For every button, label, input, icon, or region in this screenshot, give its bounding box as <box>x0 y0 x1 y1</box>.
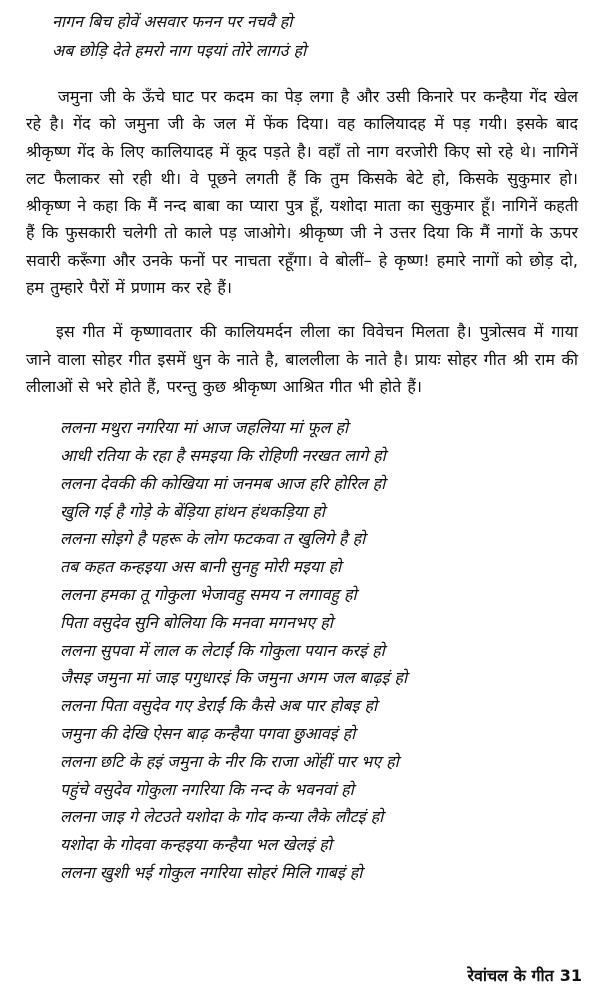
song-line: यशोदा के गोदवा कन्हइया कन्हैया भल खेलइं हो <box>60 835 332 855</box>
song-line: आधी रतिया के रहा है समइया कि रोहिणी नरखत लागे हो <box>60 446 386 466</box>
verse-line: अब छोड़ि देते हमरो नाग पइयां तोरे लागउं हो <box>52 40 307 60</box>
top-verse <box>26 8 578 65</box>
song-line: तब कहत कन्हइया अस बानी सुनहु मोरी मइया हो <box>60 557 342 577</box>
page-footer <box>467 964 582 986</box>
verse-line: नागन बिच होवें असवार फनन पर नचवै हो <box>52 12 293 31</box>
song-line: ललना छटि के हइं जमुना के नीर कि राजा ओंहीं पार भए हो <box>60 751 399 771</box>
song-line: पहुंचे वसुदेव गोकुला नगरिया कि नन्द के भवनवां हो <box>60 779 354 799</box>
song-line: ललना जाइ गे लेटउते यशोदा के गोद कन्या लैके लौटइं हो <box>60 807 384 827</box>
sohar-song <box>26 414 578 887</box>
song-line: ललना सुपवा में लाल क लेटाईं कि गोकुला पयान करइं हो <box>60 640 385 660</box>
paragraph-sohar-analysis: इस गीत में कृष्णावतार की कालियमर्दन लीला का विवेचन मिलता है। पुत्रोत्सव में गाया जाने वाला सोहर गीत इसमें धुन के नाते है, बाललीला के नाते है। प्रायः सोहर गीत श्री राम की लीलाओं से भरे होते हैं, परन्तु कुछ श्रीकृष्ण आश्रित गीत भी होते हैं। <box>26 322 578 396</box>
song-line: ललना पिता वसुदेव गए डेराईं कि कैसे अब पार होबइ हो <box>60 696 378 716</box>
song-line: ललना हमका तू गोकुला भेजावहु समय न लगावहु हो <box>60 585 357 605</box>
page-number: 31 <box>559 966 582 985</box>
song-line: ललना मथुरा नगरिया मां आज जहलिया मां फूल हो <box>60 418 349 438</box>
paragraph-kaliyadah-story: जमुना जी के ऊँचे घाट पर कदम का पेड़ लगा है और उसी किनारे पर कन्हैया गेंद खेल रहे है। गेंद को जमुना जी के जल में फेंक दिया। वह कालियादह में पड़ गयी। इसके बाद श्रीकृष्ण गेंद के लिए कालियादह में कूद पड़ते है। वहाँ तो नाग वरजोरी किए सो रहे थे। नागिनें लट फैलाकर सो रही थी। वे पूछने लगती हैं कि तुम किसके बेटे हो, किसके सुकुमार हो। श्रीकृष्ण ने कहा कि मैं नन्द बाबा का प्यारा पुत्र हूँ, यशोदा माता का सुकुमार हूँ। नागिनें कहती हैं कि फुसकारी चलेगी तो काले पड़ जाओगे। श्रीकृष्ण जी ने उत्तर दिया कि मैं नागों के ऊपर सवारी करूँगा और उनके फनों पर नाचता रहूँगा। वे बोलीं– हे कृष्ण! हमारे नागों को छोड़ दो, हम तुम्हारे पैरों में प्रणाम कर रहे हैं। <box>26 87 578 298</box>
song-line: ललना देवकी की कोखिया मां जनमब आज हरि होरिल हो <box>60 473 386 493</box>
song-line: जमुना की देखि ऐसन बाढ़ कन्हैया पगवा छुआवइं हो <box>60 724 356 744</box>
song-line: ललना खुशी भई गोकुल नगरिया सोहरं मिलि गाबइं हो <box>60 863 363 883</box>
song-line: खुलि गई है गोड़े के बेंड़िया हांथन हंथकड़िया हो <box>60 501 325 521</box>
song-line: पिता वसुदेव सुनि बोलिया कि मनवा मगनभए हो <box>60 612 333 632</box>
book-title: रेवांचल के गीत <box>467 966 554 985</box>
song-line: ललना सोइगे है पहरू के लोग फटकवा त खुलिगे है हो <box>60 529 366 549</box>
song-line: जैसइ जमुना मां जाइ पगुधारइं कि जमुना अगम जल बाढ़इं हो <box>60 668 408 688</box>
